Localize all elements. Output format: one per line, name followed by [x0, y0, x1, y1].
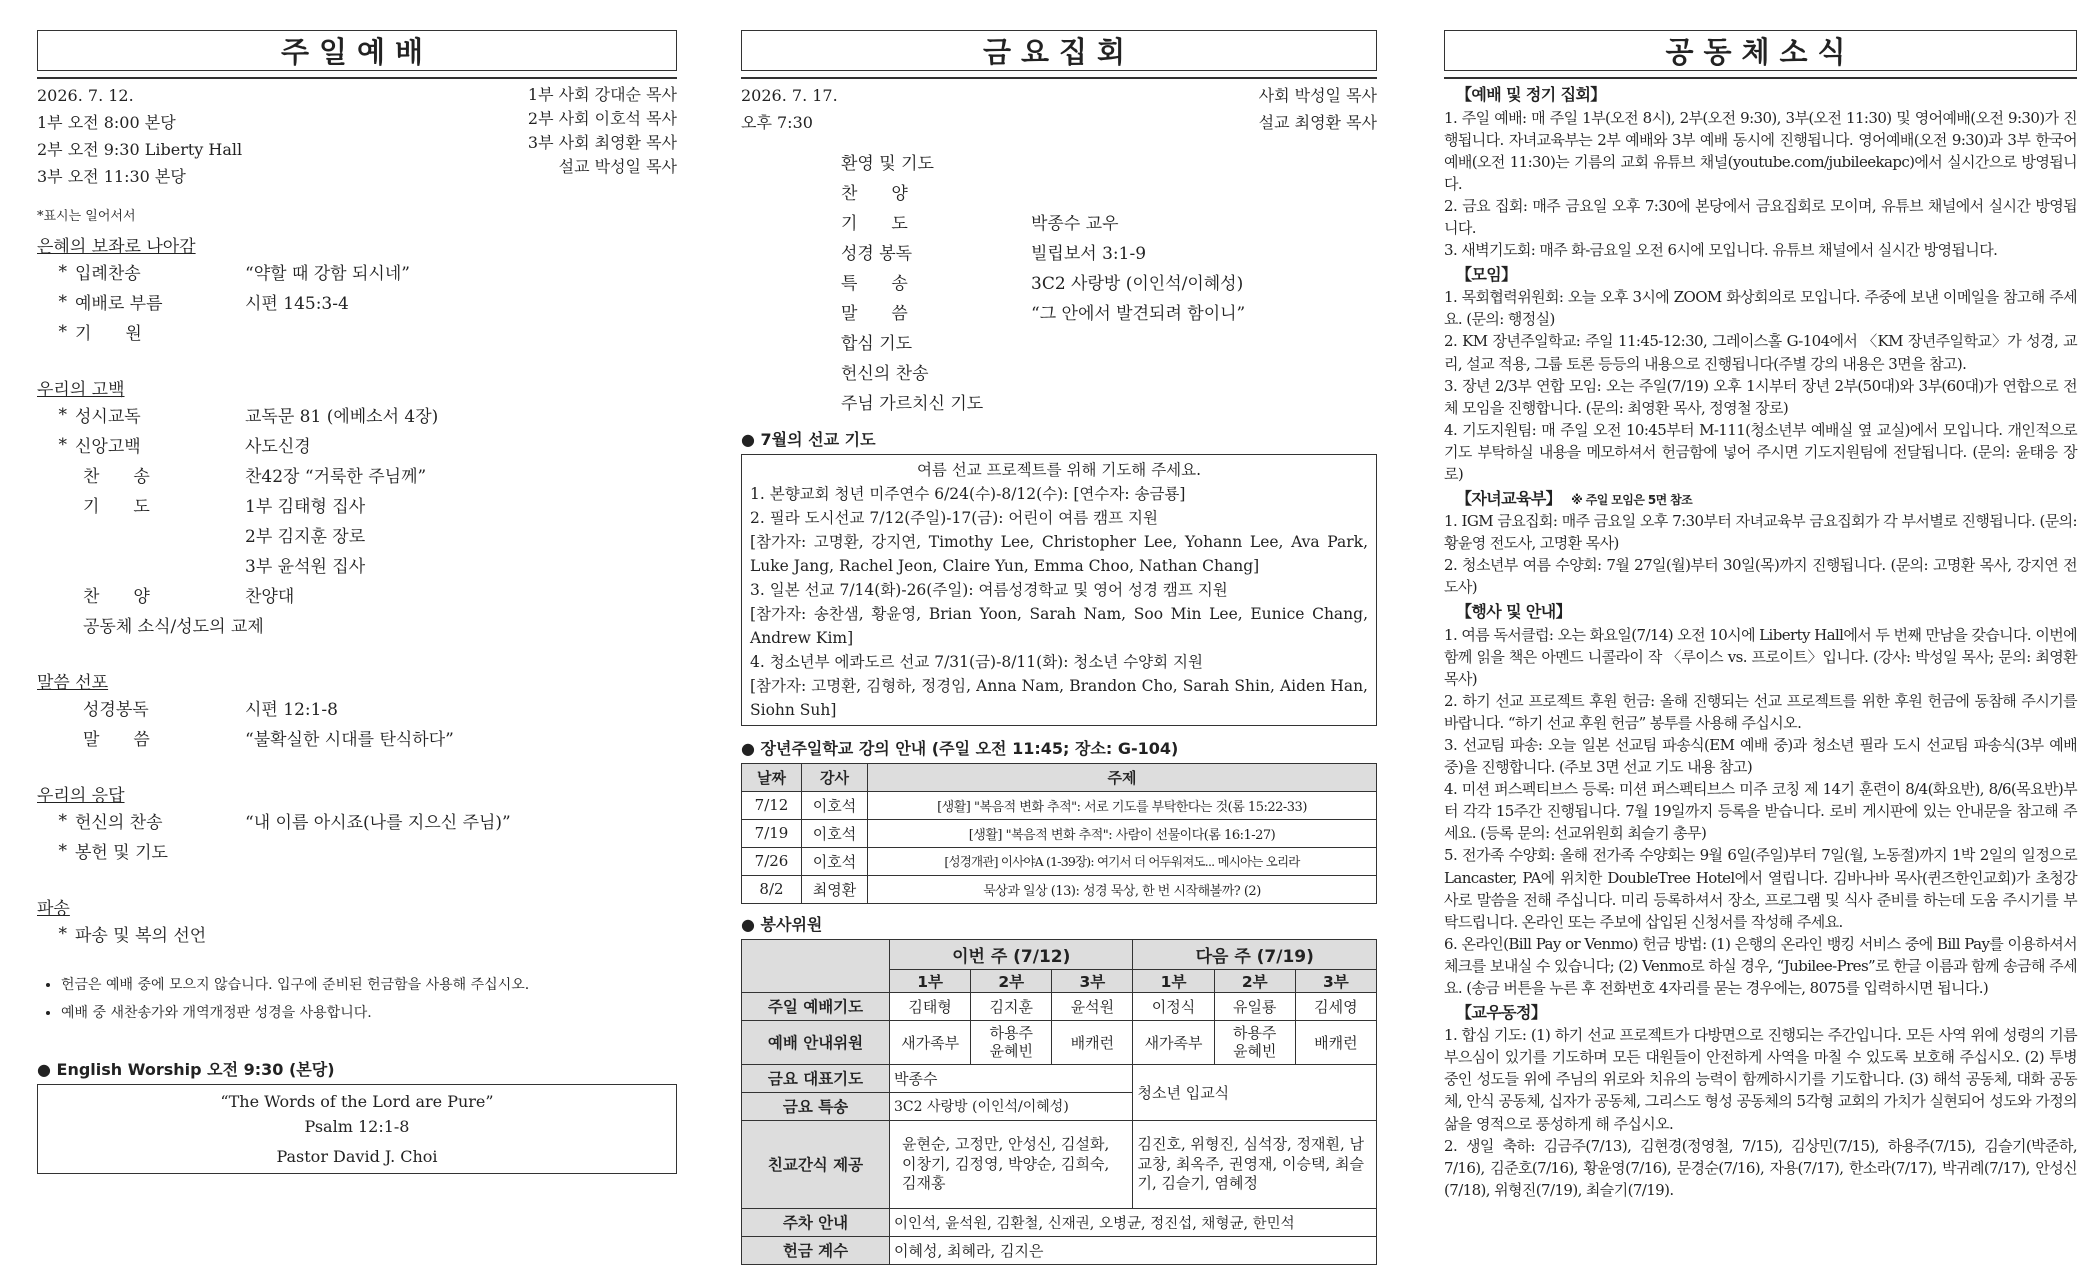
news-group-title: 【자녀교육부】: [1456, 488, 1562, 508]
order-row: [37, 400, 677, 430]
order-row: [37, 490, 677, 520]
order-row: [37, 430, 677, 460]
order-row: [37, 520, 677, 550]
news-item: 1. IGM 금요집회: 매주 금요일 오후 7:30부터 자녀교육부 금요집회가 각 부서별로 진행됩니다. (문의: 황윤영 전도사, 고명환 목사): [1444, 512, 2077, 553]
title-divider: [741, 77, 1377, 79]
table-header: 강사: [802, 763, 868, 791]
row-label: 친교간식 제공: [742, 1120, 890, 1208]
news-body: [1444, 83, 2077, 1201]
order-row: [37, 580, 677, 610]
friday-order-label: 찬 양: [841, 184, 908, 205]
part-header: 1부: [890, 969, 971, 992]
order-value: 시편 145:3-4: [245, 294, 349, 314]
news-group-title: 【예배 및 정기 집회】: [1456, 85, 1606, 104]
order-label: 예배로 부름: [75, 294, 163, 314]
mission-box: [741, 454, 1377, 726]
friday-time: 오후 7:30: [741, 112, 813, 132]
table-row: [742, 875, 1377, 903]
friday-order-label: 특 송: [841, 274, 908, 295]
mission-heading: ● 7월의 선교 기도: [741, 429, 876, 449]
community-news-column: [1444, 30, 2077, 1201]
table-cell: 하용주 윤혜빈: [971, 1020, 1052, 1064]
mission-line: [참가자: 고명환, 김형하, 정경임, Anna Nam, Brandon Cho, Sarah Shin, Aiden Han, Siohn Suh]: [750, 676, 1368, 719]
news-group-heading: [1444, 487, 2077, 511]
order-value: 교독문 81 (에베소서 4장): [245, 407, 439, 427]
news-item: 4. 기도지원팀: 매 주일 오전 10:45부터 M-111(청소년부 예배실 옆 교실)에서 모입니다. 개인적으로 기도 부탁하실 내용을 메모하셔서 헌금함에 넣어 주시면 기도지원팀에 전달됩니다. (문의: 윤태응 장로): [1444, 420, 2077, 483]
order-value: 사도신경: [245, 437, 311, 457]
order-label: 찬 송: [83, 467, 150, 487]
notes-list: [37, 971, 677, 1027]
order-value: “약할 때 강함 되시네”: [245, 264, 410, 284]
news-item: 2. KM 장년주일학교: 주일 11:45-12:30, 그레이스홀 G-104에서 〈KM 장년주일학교〉가 성경, 교리, 설교 적용, 그룹 토론 등등의 내용으로 진행됩니다(주별 강의 내용은 3면을 참고).: [1444, 332, 2077, 373]
friday-order-label: 헌신의 찬송: [841, 364, 929, 385]
order-of-worship: [37, 232, 677, 949]
lecture-speaker: 최영환: [802, 875, 868, 903]
news-item: 6. 온라인(Bill Pay or Venmo) 헌금 방법: (1) 은행의 온라인 뱅킹 서비스 중에 Bill Pay를 이용하셔서 체크를 보내실 수 있습니다; (2) Venmo로 하실 경우, “Jubilee-Pres”로 한글 이름과 함께 송금해 주세요. (송금 버튼을 누른 후 전화번호 4자리를 묻는 경우에는, 8075를 입력하시면 됩니다.): [1444, 934, 2077, 997]
order-value: 2부 김지훈 장로: [245, 527, 366, 547]
order-label: 기 도: [83, 497, 150, 517]
row-label: 예배 안내위원: [742, 1020, 890, 1064]
lecture-table: [741, 763, 1377, 904]
order-label: 찬 양: [83, 587, 150, 607]
order-value: 찬양대: [245, 587, 295, 607]
english-scripture: Psalm 12:1-8: [304, 1117, 410, 1137]
stand-mark: *: [58, 840, 67, 861]
news-item: 3. 선교팀 파송: 오늘 일본 선교팀 파송식(EM 예배 중)과 청소년 필라 도시 선교팀 파송식(3부 예배 중)을 진행합니다. (주보 3면 선교 기도 내용 참고): [1444, 736, 2077, 777]
row-label: 헌금 계수: [742, 1236, 890, 1264]
service-times: [37, 83, 242, 191]
friday-order-row: [841, 327, 1377, 357]
order-row: [37, 287, 677, 317]
service-time: 2부 오전 9:30 Liberty Hall: [37, 139, 243, 159]
row-label: 주일 예배기도: [742, 992, 890, 1020]
order-row: [37, 723, 677, 753]
stand-note: *표시는 일어서서: [37, 208, 136, 224]
table-cell: 3C2 사랑방 (이인석/이혜성): [890, 1092, 1133, 1120]
note-item: • 예배 중 새찬송가와 개역개정판 성경을 사용합니다.: [61, 999, 677, 1027]
friday-order-value: “그 안에서 발견되려 함이니”: [1031, 304, 1246, 325]
table-cell: 이인석, 윤석원, 김환철, 신재권, 오병균, 정진섭, 채형균, 한민석: [890, 1208, 1377, 1236]
leader: 사회 박성일 목사: [1258, 86, 1377, 105]
stand-mark: *: [58, 321, 67, 342]
friday-order-label: 성경 봉독: [841, 244, 913, 265]
mission-intro: 여름 선교 프로젝트를 위해 기도해 주세요.: [916, 460, 1202, 479]
friday-column: [741, 30, 1377, 1265]
order-value: 찬42장 “거룩한 주님께”: [245, 467, 427, 487]
part-header: 2부: [971, 969, 1052, 992]
friday-order-row: [841, 237, 1377, 267]
section-heading: 말씀 선포: [37, 672, 109, 693]
news-item: 5. 전가족 수양회: 올해 전가족 수양회는 9월 6일(주일)부터 7일(월, 노동절)까지 1박 2일의 일정으로 Lancaster, PA에 위치한 DoubleTree Hotel에서 열립니다. 김바나바 목사(퀸즈한인교회)가 초청강사로 말씀을 전해 주십니다. 미리 등록하셔서 장소, 프로그램 및 식사 준비를 하는데 도움 주시기를 부탁드립니다. 온라인 또는 주보에 삽입된 신청서를 작성해 주세요.: [1444, 846, 2077, 931]
friday-order-label: 합심 기도: [841, 334, 913, 355]
lecture-topic: [생활] "복음적 변화 추적": 사람이 선물이다(롬 16:1-27): [868, 819, 1377, 847]
news-group-heading: [1444, 1001, 2077, 1025]
news-title: 공동체소식: [1444, 30, 2077, 71]
stand-mark: *: [58, 404, 67, 425]
friday-order-value: 3C2 사랑방 (이인석/이혜성): [1031, 274, 1244, 295]
news-item: 2. 청소년부 여름 수양회: 7월 27일(월)부터 30일(목)까지 진행됩니다. (문의: 고명환 목사, 강지연 전도사): [1444, 556, 2077, 597]
table-cell: 윤석원: [1052, 992, 1133, 1020]
table-row: [742, 791, 1377, 819]
english-worship-heading: ● English Worship 오전 9:30 (본당): [37, 1059, 335, 1079]
service-leaders: [528, 83, 677, 191]
leader: 3부 사회 최영환 목사: [527, 133, 677, 152]
service-time: 3부 오전 11:30 본당: [37, 166, 186, 186]
table-cell: 박종수: [890, 1064, 1133, 1092]
mission-line: 2. 필라 도시선교 7/12(주일)-17(금): 어린이 여름 캠프 지원: [750, 508, 1158, 527]
order-row: [37, 550, 677, 580]
this-week-header: 이번 주 (7/12): [890, 939, 1133, 969]
section-heading: 은혜의 보좌로 나아감: [37, 236, 196, 257]
order-label: 입례찬송: [75, 264, 141, 284]
order-row: [37, 836, 677, 866]
news-group-heading: [1444, 600, 2077, 624]
friday-header: [741, 83, 1377, 137]
table-cell: 청소년 입교식: [1133, 1064, 1377, 1120]
order-row: [37, 460, 677, 490]
part-header: 2부: [1214, 969, 1295, 992]
table-cell: 이혜성, 최혜라, 김지은: [890, 1236, 1377, 1264]
note-item: • 헌금은 예배 중에 모으지 않습니다. 입구에 준비된 헌금함을 사용해 주십시오.: [61, 971, 677, 999]
volunteer-heading: ● 봉사위원: [741, 914, 823, 934]
table-cell: 배캐런: [1052, 1020, 1133, 1064]
lecture-date: 7/26: [742, 847, 802, 875]
service-header: [37, 83, 677, 191]
lecture-speaker: 이호석: [802, 847, 868, 875]
table-row: [742, 992, 1377, 1020]
order-row: [37, 806, 677, 836]
order-value: 1부 김태형 집사: [245, 497, 366, 517]
table-cell: 김지훈: [971, 992, 1052, 1020]
stand-mark: *: [58, 261, 67, 282]
table-row: [742, 847, 1377, 875]
news-item: 4. 미션 퍼스펙티브스 등록: 미션 퍼스펙티브스 미주 코칭 제 14기 훈련이 8/4(화요반), 8/6(목요반)부터 각각 15주간 진행됩니다. 7월 19일까지 등록을 받습니다. 로비 게시판에 있는 안내문을 참고해 주세요. (등록 문의: 선교위원회 최슬기 총무): [1444, 780, 2077, 843]
table-header-row: [742, 939, 1377, 969]
leader: 1부 사회 강대순 목사: [527, 85, 677, 104]
stand-mark: *: [58, 923, 67, 944]
lecture-topic: [생활] "복음적 변화 추적": 서로 기도를 부탁한다는 것(롬 15:22-33): [868, 791, 1377, 819]
friday-order-label: 기 도: [841, 214, 908, 235]
section-heading: 우리의 응답: [37, 785, 125, 806]
friday-order-row: [841, 177, 1377, 207]
part-header: 3부: [1052, 969, 1133, 992]
order-label: 성경봉독: [83, 700, 149, 720]
order-value: 시편 12:1-8: [245, 700, 338, 720]
table-row: [742, 1236, 1377, 1264]
friday-order-row: [841, 297, 1377, 327]
table-cell: 김태형: [890, 992, 971, 1020]
stand-mark: *: [58, 291, 67, 312]
sunday-service-column: [37, 30, 677, 1174]
blank-header: [742, 939, 890, 992]
order-row: [37, 693, 677, 723]
mission-line: 3. 일본 선교 7/14(화)-26(주일): 여름성경학교 및 영어 성경 캠프 지원: [750, 580, 1228, 599]
order-label: 성시교독: [75, 407, 141, 427]
table-cell: 배캐런: [1295, 1020, 1376, 1064]
row-label: 주차 안내: [742, 1208, 890, 1236]
friday-order-label: 환영 및 기도: [841, 154, 934, 175]
service-time: 1부 오전 8:00 본당: [37, 112, 176, 132]
table-cell: 김세영: [1295, 992, 1376, 1020]
friday-order-row: [841, 387, 1377, 417]
lecture-topic: 묵상과 일상 (13): 성경 묵상, 한 번 시작해볼까? (2): [868, 875, 1377, 903]
order-row: [37, 610, 677, 640]
order-label: 신앙고백: [75, 437, 141, 457]
english-sermon-title: “The Words of the Lord are Pure”: [220, 1091, 494, 1111]
news-item: 1. 여름 독서클럽: 오는 화요일(7/14) 오전 10시에 Liberty Hall에서 두 번째 만남을 갖습니다. 이번에 함께 읽을 책은 아멘드 니콜라이 작 〈루이스 vs. 프로이트〉입니다. (강사: 박성일 목사; 문의: 최영환 목사): [1444, 626, 2077, 689]
row-label: 금요 대표기도: [742, 1064, 890, 1092]
table-cell: 이정식: [1133, 992, 1214, 1020]
news-group-title: 【모임】: [1456, 264, 1517, 284]
friday-order-row: [841, 357, 1377, 387]
leader: 설교 최영환 목사: [1258, 112, 1377, 132]
friday-order-row: [841, 207, 1377, 237]
part-header: 3부: [1295, 969, 1376, 992]
friday-order-row: [841, 147, 1377, 177]
order-label: 말 씀: [83, 730, 150, 750]
volunteer-table: [741, 939, 1377, 1265]
mission-line: 1. 본향교회 청년 미주연수 6/24(수)-8/12(수): [연수자: 송금룡]: [750, 484, 1186, 503]
title-divider: [37, 77, 677, 79]
title-divider: [1444, 77, 2077, 79]
row-label: 금요 특송: [742, 1092, 890, 1120]
table-row: [742, 1064, 1377, 1092]
table-header: 주제: [868, 763, 1377, 791]
mission-line: [참가자: 송찬샘, 황윤영, Brian Yoon, Sarah Nam, Soo Min Lee, Eunice Chang, Andrew Kim]: [750, 604, 1368, 647]
english-worship-box: [37, 1084, 677, 1175]
leader: 2부 사회 이호석 목사: [527, 109, 677, 128]
news-item: 1. 목회협력위원회: 오늘 오후 3시에 ZOOM 화상회의로 모입니다. 주중에 보낸 이메일을 참고해 주세요. (문의: 행정실): [1444, 288, 2077, 329]
table-cell: 윤현순, 고정만, 안성신, 김설화, 이창기, 김정영, 박양순, 김희숙, 김재홍: [890, 1120, 1133, 1208]
table-row: [742, 1120, 1377, 1208]
table-header: 날짜: [742, 763, 802, 791]
table-cell: 새가족부: [890, 1020, 971, 1064]
order-value: 3부 윤석원 집사: [245, 557, 366, 577]
news-item: 1. 합심 기도: (1) 하기 선교 프로젝트가 다방면으로 진행되는 주간입니다. 모든 사역 위에 성령의 기름 부으심이 있기를 기도하며 모든 대원들이 안전하게 사역을 마칠 수 있도록 보호해 주십시오. (2) 투병 중인 성도들 위에 주님의 위로와 치유의 능력이 함께하시기를 기도합니다. (3) 해석 공동체, 대화 공동체, 안식 공동체, 십자가 공동체, 그리스도 형성 공동체의 5각형 교회의 가치가 실현되어 성도와 가정의 삶을 영적으로 풍성하게 해 주십시오.: [1444, 1026, 2077, 1133]
table-cell: 새가족부: [1133, 1020, 1214, 1064]
mission-line: 4. 청소년부 에콰도르 선교 7/31(금)-8/11(화): 청소년 수양회 지원: [750, 652, 1204, 671]
order-label: 헌신의 찬송: [75, 813, 163, 833]
news-item: 2. 생일 축하: 김금주(7/13), 김현경(정영철, 7/15), 김상민(7/15), 하용주(7/15), 김슬기(박준하, 7/16), 김준호(7/16), 황윤영(7/16), 문경순(7/16), 자용(7/17), 한소라(7/17), 박귀례(7/17), 안성신(7/18), 위형진(7/19), 최슬기(7/19).: [1444, 1136, 2077, 1199]
friday-order: [841, 147, 1377, 417]
friday-leaders: [1259, 83, 1377, 137]
part-header: 1부: [1133, 969, 1214, 992]
table-row: [742, 1020, 1377, 1064]
table-cell: 하용주 윤혜빈: [1214, 1020, 1295, 1064]
lecture-date: 7/12: [742, 791, 802, 819]
order-label: 기 원: [75, 324, 142, 344]
news-item: 3. 장년 2/3부 연합 모임: 오는 주일(7/19) 오후 1시부터 장년 2부(50대)와 3부(60대)가 연합으로 전체 모임을 진행합니다. (문의: 최영환 목사, 정영철 장로): [1444, 376, 2077, 417]
order-row: [37, 257, 677, 287]
lecture-date: 8/2: [742, 875, 802, 903]
friday-date: 2026. 7. 17.: [741, 86, 838, 105]
news-item: 1. 주일 예배: 매 주일 1부(오전 8시), 2부(오전 9:30), 3부(오전 11:30) 및 영어예배(오전 9:30)가 진행됩니다. 자녀교육부는 2부 예배와 3부 예배 동시에 진행됩니다. 영어예배(오전 9:30)과 3부 한국어 예배(오전 11:30)는 기름의 교회 유튜브 채널(youtube.com/jubileekapc)에서 실시간으로 방영됩니다.: [1444, 108, 2077, 193]
order-label: 공동체 소식/성도의 교제: [83, 617, 264, 637]
friday-datetime: [741, 83, 838, 137]
lecture-speaker: 이호석: [802, 819, 868, 847]
news-group-heading: [1444, 263, 2077, 287]
news-group-title: 【행사 및 안내】: [1456, 602, 1572, 622]
table-row: [742, 819, 1377, 847]
leader: 설교 박성일 목사: [558, 157, 677, 176]
lecture-speaker: 이호석: [802, 791, 868, 819]
order-label: 파송 및 복의 선언: [75, 926, 207, 946]
news-group-note: ※ 주일 모임은 5면 참조: [1571, 492, 1693, 507]
table-cell: 유일룡: [1214, 992, 1295, 1020]
friday-order-row: [841, 267, 1377, 297]
order-row: [37, 919, 677, 949]
section-heading: 우리의 고백: [37, 379, 125, 400]
order-label: 봉헌 및 기도: [75, 843, 168, 863]
next-week-header: 다음 주 (7/19): [1133, 939, 1377, 969]
order-value: “내 이름 아시죠(나를 지으신 주님)”: [245, 813, 511, 833]
friday-title: 금요집회: [741, 30, 1377, 71]
news-item: 2. 하기 선교 프로젝트 후원 헌금: 올해 진행되는 선교 프로젝트를 위한 후원 헌금에 동참해 주시기를 바랍니다. “하기 선교 후원 헌금” 봉투를 사용해 주십시오.: [1444, 692, 2077, 733]
news-group-heading: [1444, 83, 2077, 107]
order-value: “불확실한 시대를 탄식하다”: [245, 730, 454, 750]
news-item: 2. 금요 집회: 매주 금요일 오후 7:30에 본당에서 금요집회로 모이며, 유튜브 채널에서 실시간 방영됩니다.: [1444, 196, 2077, 237]
stand-mark: *: [58, 810, 67, 831]
friday-order-value: 빌립보서 3:1-9: [1031, 244, 1147, 265]
english-preacher: Pastor David J. Choi: [276, 1146, 438, 1166]
news-item: 3. 새벽기도회: 매주 화-금요일 오전 6시에 모입니다. 유튜브 채널에서 실시간 방영됩니다.: [1444, 240, 1998, 259]
stand-mark: *: [58, 434, 67, 455]
table-cell: 김진호, 위형진, 심석장, 정재훤, 남교창, 최옥주, 권영재, 이승택, 최슬기, 김슬기, 염혜정: [1133, 1120, 1377, 1208]
order-row: [37, 317, 677, 347]
lecture-heading: ● 장년주일학교 강의 안내 (주일 오전 11:45; 장소: G-104): [741, 738, 1179, 758]
mission-line: [참가자: 고명환, 강지연, Timothy Lee, Christopher Lee, Yohann Lee, Ava Park, Luke Jang, Rachel Jeon, Claire Yun, Emma Choo, Nathan Chang]: [750, 532, 1368, 575]
friday-order-value: 박종수 교우: [1031, 214, 1119, 235]
friday-order-label: 말 씀: [841, 304, 908, 325]
lecture-topic: [성경개관] 이사야A (1-39장): 여기서 더 어두워져도... 메시아는 오리라: [868, 847, 1377, 875]
sunday-title: 주일예배: [37, 30, 677, 71]
section-heading: 파송: [37, 898, 70, 919]
news-group-title: 【교우동정】: [1456, 1002, 1547, 1022]
service-date: 2026. 7. 12.: [37, 86, 134, 105]
table-header-row: [742, 763, 1377, 791]
friday-order-label: 주님 가르치신 기도: [841, 394, 984, 415]
lecture-date: 7/19: [742, 819, 802, 847]
table-row: [742, 1208, 1377, 1236]
